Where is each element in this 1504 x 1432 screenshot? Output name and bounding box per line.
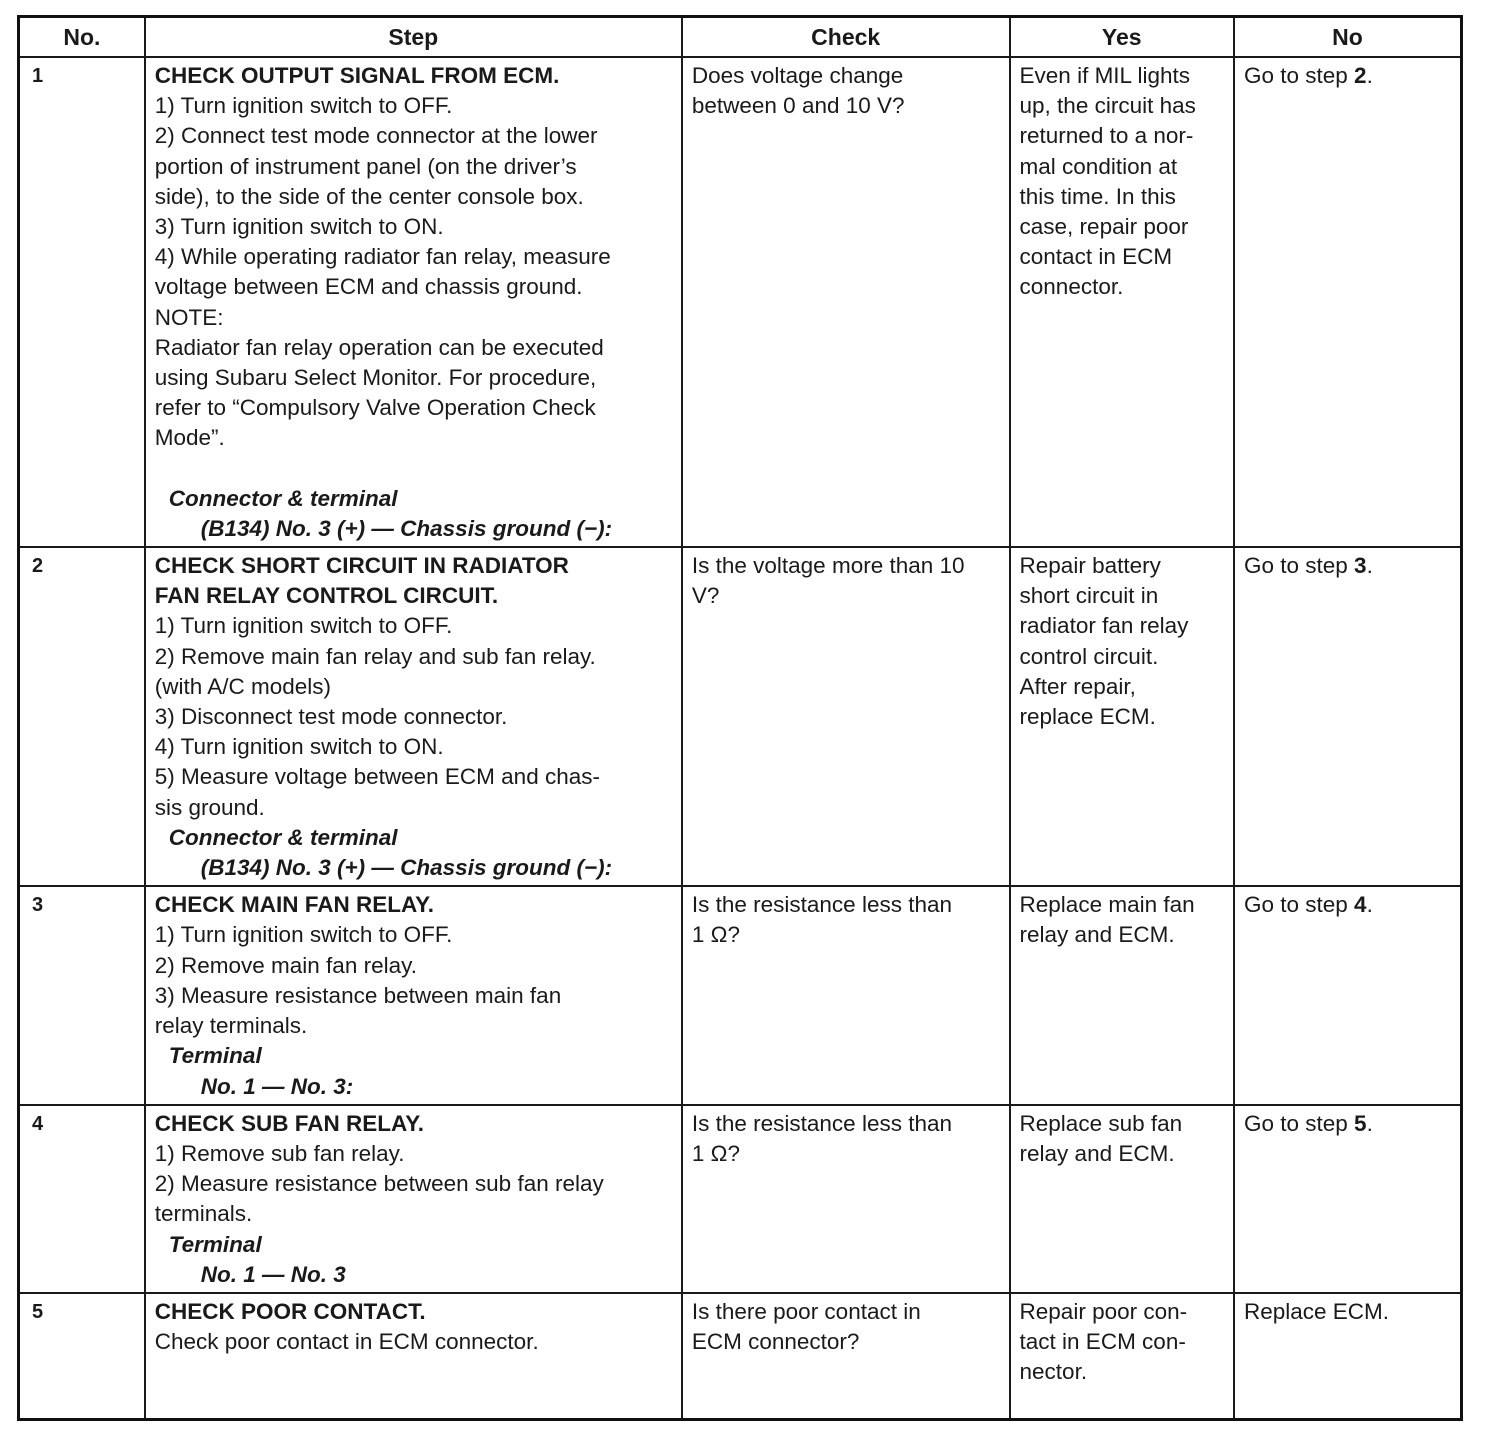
- terminal-value: No. 1 — No. 3:: [200, 1073, 354, 1099]
- step-number: 1: [19, 57, 145, 547]
- header-yes: Yes: [1010, 17, 1234, 58]
- next-step-number: 2: [1354, 63, 1367, 88]
- check-cell: [682, 1105, 1010, 1293]
- step-line: (with A/C models): [154, 673, 332, 699]
- check-line: V?: [691, 583, 720, 609]
- no-result: [1244, 61, 1453, 91]
- yes-line: Replace main fan: [1019, 892, 1195, 918]
- step-line: terminals.: [154, 1201, 253, 1227]
- step-line: relay terminals.: [154, 1013, 308, 1039]
- step-cell: [145, 57, 682, 547]
- step-title: FAN RELAY CONTROL CIRCUIT.: [154, 583, 499, 609]
- step-cell: [145, 1105, 682, 1293]
- no-result-suffix: .: [1366, 63, 1373, 88]
- next-step-number: 3: [1354, 553, 1367, 579]
- no-result: [1244, 551, 1453, 581]
- step-line: Check poor contact in ECM connector.: [154, 1329, 539, 1355]
- check-cell: [682, 547, 1010, 886]
- yes-line: returned to a nor-: [1019, 123, 1194, 149]
- no-cell: [1234, 1293, 1462, 1420]
- check-line: Is the resistance less than: [691, 1110, 952, 1136]
- next-step-number: 5: [1354, 1110, 1367, 1136]
- yes-line: case, repair poor: [1019, 214, 1189, 240]
- yes-line: contact in ECM: [1019, 244, 1173, 270]
- no-result-text: Go to step: [1243, 553, 1355, 579]
- connector-value: (B134) No. 3 (+) — Chassis ground (−):: [200, 855, 613, 881]
- step-number: 3: [19, 886, 145, 1104]
- step-number: 2: [19, 547, 145, 886]
- step-line: 1) Turn ignition switch to OFF.: [154, 93, 453, 119]
- table-row: [19, 1293, 1462, 1420]
- yes-cell: [1010, 1293, 1234, 1420]
- no-result-suffix: .: [1366, 892, 1373, 918]
- table-row: [19, 547, 1462, 886]
- terminal-label: Terminal: [168, 1043, 262, 1069]
- step-cell: [145, 1293, 682, 1420]
- yes-cell: [1010, 547, 1234, 886]
- header-no-result: No: [1234, 17, 1462, 58]
- step-line: 3) Disconnect test mode connector.: [154, 704, 508, 730]
- check-line: 1 Ω?: [691, 922, 740, 948]
- step-line: refer to “Compulsory Valve Operation Check: [154, 395, 596, 421]
- step-line: 3) Measure resistance between main fan: [154, 982, 562, 1008]
- no-cell: [1234, 1105, 1462, 1293]
- yes-line: up, the circuit has: [1019, 93, 1196, 119]
- table-row: [19, 57, 1462, 547]
- no-result: [1244, 890, 1453, 920]
- connector-label: Connector & terminal: [168, 485, 398, 511]
- header-row: [19, 17, 1462, 58]
- yes-line: mal condition at: [1019, 153, 1178, 179]
- step-line: 2) Measure resistance between sub fan relay: [154, 1171, 604, 1197]
- connector-label: Connector & terminal: [168, 824, 398, 850]
- check-line: Does voltage change: [691, 63, 904, 88]
- step-line: sis ground.: [154, 794, 265, 820]
- check-line: Is the voltage more than 10: [691, 553, 965, 579]
- yes-line: short circuit in: [1019, 583, 1159, 609]
- yes-line: Even if MIL lights: [1019, 63, 1191, 88]
- next-step-number: 4: [1354, 892, 1367, 918]
- no-result-text: Go to step: [1243, 892, 1355, 918]
- step-line: Mode”.: [154, 425, 225, 451]
- step-title: CHECK POOR CONTACT.: [154, 1298, 426, 1324]
- check-line: Is the resistance less than: [691, 892, 952, 918]
- no-result-text: Replace ECM.: [1243, 1298, 1390, 1324]
- yes-line: Replace sub fan: [1019, 1110, 1183, 1136]
- no-cell: [1234, 886, 1462, 1104]
- step-title: CHECK MAIN FAN RELAY.: [154, 892, 434, 918]
- step-line: 5) Measure voltage between ECM and chas-: [154, 764, 600, 790]
- connector-value: (B134) No. 3 (+) — Chassis ground (−):: [200, 515, 613, 541]
- step-line: 1) Remove sub fan relay.: [154, 1140, 405, 1166]
- check-cell: [682, 886, 1010, 1104]
- step-line: Radiator fan relay operation can be executed: [154, 334, 604, 360]
- step-number: 5: [19, 1293, 145, 1420]
- no-result-text: Go to step: [1243, 63, 1355, 88]
- step-line: NOTE:: [154, 304, 224, 330]
- yes-line: radiator fan relay: [1019, 613, 1189, 639]
- step-title: CHECK SHORT CIRCUIT IN RADIATOR: [154, 553, 569, 579]
- yes-cell: [1010, 886, 1234, 1104]
- check-line: 1 Ω?: [691, 1140, 740, 1166]
- step-line: side), to the side of the center console box.: [154, 183, 584, 209]
- step-line: 4) While operating radiator fan relay, measure: [154, 244, 611, 270]
- step-line: 4) Turn ignition switch to ON.: [154, 734, 444, 760]
- no-cell: [1234, 547, 1462, 886]
- step-title: CHECK OUTPUT SIGNAL FROM ECM.: [154, 63, 560, 88]
- terminal-label: Terminal: [168, 1231, 262, 1257]
- yes-cell: [1010, 1105, 1234, 1293]
- diagnostic-table: [17, 15, 1463, 1421]
- table-row: [19, 886, 1462, 1104]
- check-line: ECM connector?: [691, 1329, 860, 1355]
- no-result-text: Go to step: [1243, 1110, 1355, 1136]
- step-line: using Subaru Select Monitor. For procedure,: [154, 365, 597, 391]
- check-cell: [682, 57, 1010, 547]
- yes-line: After repair,: [1019, 673, 1136, 699]
- terminal-value: No. 1 — No. 3: [200, 1261, 346, 1287]
- header-check: Check: [682, 17, 1010, 58]
- yes-line: connector.: [1019, 274, 1124, 300]
- yes-line: tact in ECM con-: [1019, 1329, 1186, 1355]
- step-line: 2) Connect test mode connector at the lower: [154, 123, 598, 149]
- header-no: No.: [19, 17, 145, 58]
- yes-line: relay and ECM.: [1019, 922, 1175, 948]
- step-line: 3) Turn ignition switch to ON.: [154, 214, 444, 240]
- yes-line: replace ECM.: [1019, 704, 1156, 730]
- step-cell: [145, 547, 682, 886]
- step-line: 2) Remove main fan relay.: [154, 952, 417, 978]
- no-result-suffix: .: [1366, 553, 1373, 579]
- step-line: portion of instrument panel (on the driver’s: [154, 153, 577, 179]
- yes-line: relay and ECM.: [1019, 1140, 1175, 1166]
- yes-line: this time. In this: [1019, 183, 1176, 209]
- step-cell: [145, 886, 682, 1104]
- step-line: voltage between ECM and chassis ground.: [154, 274, 583, 300]
- step-line: 2) Remove main fan relay and sub fan relay.: [154, 643, 596, 669]
- no-result-suffix: .: [1366, 1110, 1373, 1136]
- step-line: 1) Turn ignition switch to OFF.: [154, 613, 453, 639]
- step-title: CHECK SUB FAN RELAY.: [154, 1110, 424, 1136]
- step-line: 1) Turn ignition switch to OFF.: [154, 922, 453, 948]
- yes-line: control circuit.: [1019, 643, 1159, 669]
- check-cell: [682, 1293, 1010, 1420]
- no-cell: [1234, 57, 1462, 547]
- yes-cell: [1010, 57, 1234, 547]
- header-step: Step: [145, 17, 682, 58]
- no-result: [1244, 1109, 1453, 1139]
- check-line: between 0 and 10 V?: [691, 93, 905, 119]
- step-number: 4: [19, 1105, 145, 1293]
- table-row: [19, 1105, 1462, 1293]
- yes-line: Repair poor con-: [1019, 1298, 1188, 1324]
- yes-line: Repair battery: [1019, 553, 1161, 579]
- check-line: Is there poor contact in: [691, 1298, 921, 1324]
- yes-line: nector.: [1019, 1359, 1088, 1385]
